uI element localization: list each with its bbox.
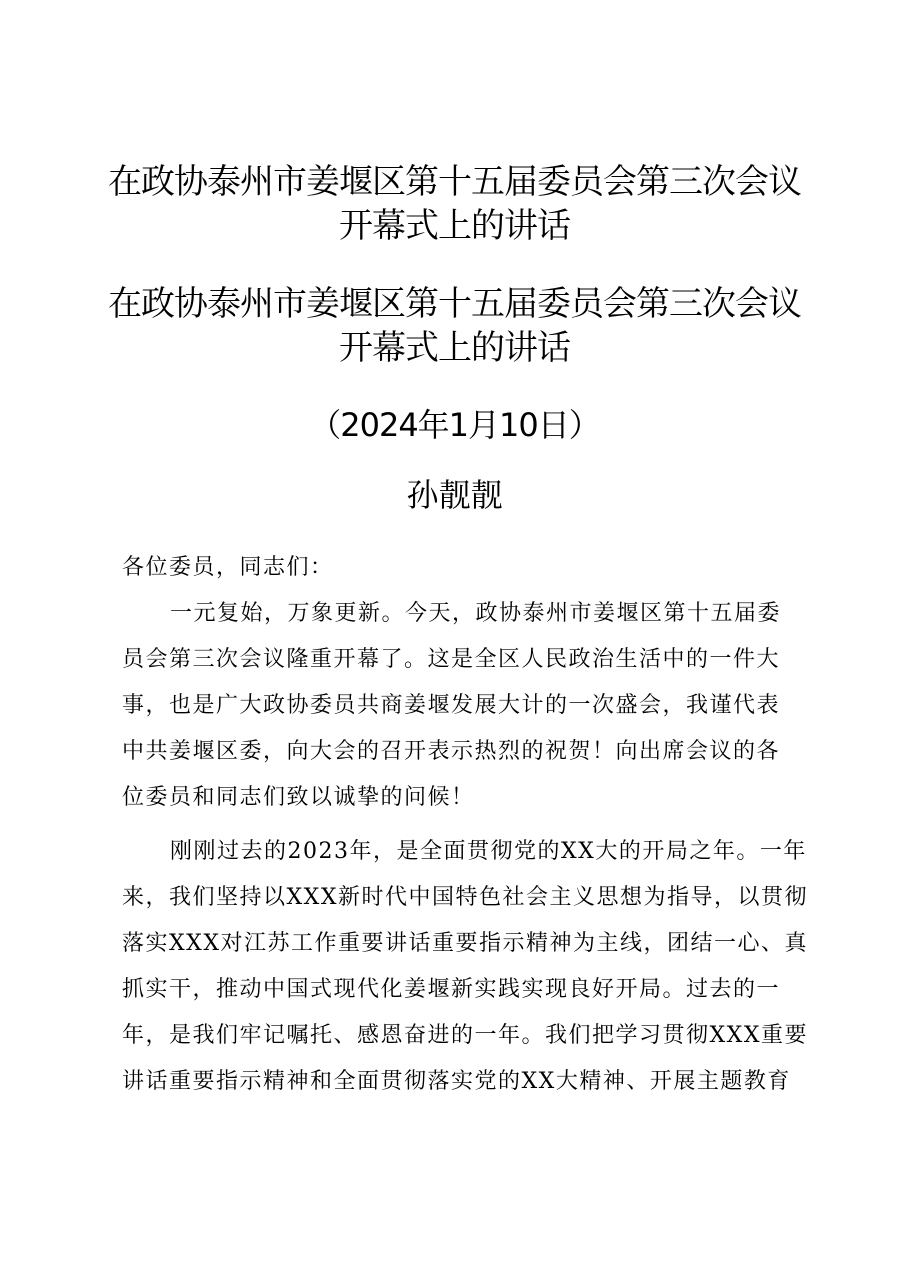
- paragraph-line: 位委员和同志们致以诚挚的问候！: [122, 785, 475, 810]
- speech-author: 孙靓靓: [406, 476, 503, 514]
- paragraph-line: 落实XXX对江苏工作重要讲话重要指示精神为主线，团结一心、真: [122, 931, 808, 956]
- paragraph-line: 年，是我们牢记嘱托、感恩奋进的一年。我们把学习贯彻XXX重要: [122, 1023, 808, 1048]
- speech-date: （2024年1月10日）: [309, 406, 600, 444]
- title-repeat-line-2: 开幕式上的讲话: [339, 328, 570, 368]
- document-title: [60, 160, 849, 248]
- paragraph-line: 一元复始，万象更新。今天，政协泰州市姜堰区第十五届委: [170, 601, 782, 626]
- paragraph-line: 员会第三次会议隆重开幕了。这是全区人民政治生活中的一件大: [122, 647, 781, 672]
- paragraph-line: 讲话重要指示精神和全面贯彻落实党的XX大精神、开展主题教育: [122, 1069, 791, 1094]
- greeting: 各位委员，同志们：: [122, 555, 334, 580]
- paragraph-line: 事，也是广大政协委员共商姜堰发展大计的一次盛会，我谨代表: [122, 693, 781, 718]
- title-line-1: 在政协泰州市姜堰区第十五届委员会第三次会议: [108, 162, 801, 202]
- paragraph-line: 来，我们坚持以XXX新时代中国特色社会主义思想为指导，以贯彻: [122, 885, 808, 910]
- paragraph-line: 中共姜堰区委，向大会的召开表示热烈的祝贺！向出席会议的各: [122, 739, 781, 764]
- title-line-2: 开幕式上的讲话: [339, 206, 570, 246]
- paragraph-1: [122, 591, 802, 821]
- paragraph-line: 刚刚过去的2023年，是全面贯彻党的XX大的开局之年。一年: [170, 839, 807, 864]
- title-repeat-line-1: 在政协泰州市姜堰区第十五届委员会第三次会议: [108, 284, 801, 324]
- paragraph-2: [122, 829, 808, 1105]
- document-title-repeat: [60, 282, 849, 370]
- paragraph-line: 抓实干，推动中国式现代化姜堰新实践实现良好开局。过去的一: [122, 977, 781, 1002]
